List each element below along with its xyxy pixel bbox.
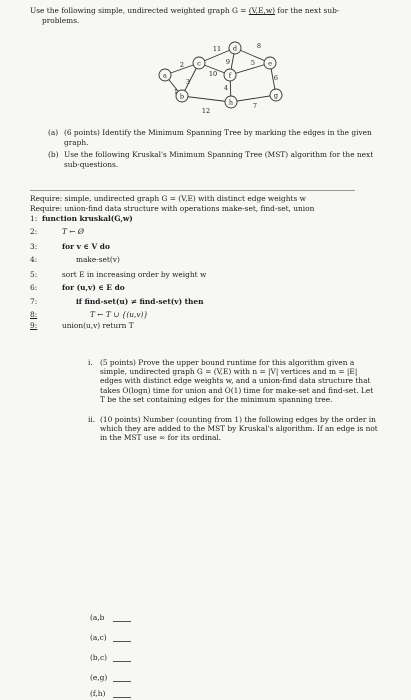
edge-answer-blank-ac[interactable] [113,641,131,642]
node-label-f: f [228,71,232,80]
algorithm-line-9: union(u,v) return T [62,321,134,330]
node-label-g: g [273,91,279,100]
node-label-c: c [197,59,201,68]
weight-f-h: 4 [223,84,229,92]
line-number-7: 7: [30,297,38,306]
edge-answer-blank-ab[interactable] [113,621,131,622]
question-b-label: (b) [48,150,59,159]
algorithm-line-1: function kruskal(G,w) [42,214,133,223]
weight-a-b: 1 [173,88,179,96]
edge-answer-blank-bc[interactable] [113,661,131,662]
node-label-a: a [163,71,167,80]
algorithm-line-5: sort E in increasing order by weight w [62,270,207,279]
line-number-2: 2: [30,227,38,236]
question-b-text-cont: sub-questions. [64,160,119,169]
weight-h-g: 7 [252,102,258,110]
question-a-text: (6 points) Identify the Minimum Spanning Tree by marking the edges in the given [64,128,372,137]
intro-text: Use the following simple, undirected weighted graph G = [30,6,249,15]
algorithm-require-1: Require: simple, undirected graph G = (V,E) with distinct edge weights w [30,194,306,203]
subquestion-i-text: (5 points) Prove the upper bound runtime for this algorithm given a simple, undirected graph G = (V,E) with n = |V| vertices and m = |E| edges with distinct edge weights w, and a union-find data structure that takes O(logn) time for union and O(1) time for make-set and find-set. Let T be the set containing edges for the minimum spanning tree. [100,358,374,404]
line-number-1: 1: [30,214,38,223]
algorithm-line-7: if find-set(u) ≠ find-set(v) then [76,297,204,306]
question-a-label: (a) [48,128,59,137]
weight-b-h: 12 [201,107,211,115]
weight-c-f: 10 [208,70,218,78]
node-label-d: d [232,44,238,53]
subquestion-ii-text: (10 points) Number (counting from 1) the following edges by the order in which they are added to the MST by Kruskal's algorithm. If an edge is not in the MST use ∞ for its ordinal. [100,415,378,443]
line-number-6: 6: [30,283,38,292]
subquestion-ii-label: ii. [88,415,96,424]
algorithm-line-2: T ← Ø [62,227,84,236]
intro-text-cont: for the next sub- [275,6,340,15]
edge-answer-label-eg: (e,g) [90,673,108,682]
node-label-b: b [179,92,185,101]
line-number-3: 3: [30,242,38,251]
weight-f-e: 5 [250,59,256,67]
edge-answer-blank-fh[interactable] [113,697,131,698]
weight-d-f: 9 [225,58,231,66]
edge-answer-blank-eg[interactable] [113,681,131,682]
weight-d-e: 8 [256,42,262,50]
algorithm-line-3: for v ∈ V do [62,242,110,251]
question-a-text-cont: graph. [64,138,89,147]
edge-answer-label-ab: (a,b [90,613,105,622]
weight-e-g: 6 [273,74,279,82]
intro-text-end: problems. [42,16,80,25]
edge-answer-label-bc: (b,c) [90,653,107,662]
edge-b-h [182,96,231,102]
line-number-8: 8: [30,310,38,319]
algorithm-line-8: T ← T ∪ {(u,v)} [90,310,149,319]
weight-b-c: 3 [185,78,191,86]
line-number-5: 5: [30,270,38,279]
line-number-9: 9: [30,321,38,330]
algorithm-line-6: for (u,v) ∈ E do [62,283,125,292]
algorithm-require-2: Require: union-find data structure with operations make-set, find-set, union [30,204,315,213]
question-b-text: Use the following Kruskal's Minimum Spanning Tree (MST) algorithm for the next [64,150,374,159]
algorithm-line-4: make-set(v) [76,255,120,264]
weighted-graph [0,0,411,130]
edge-answer-label-ac: (a,c) [90,633,107,642]
edge-answer-label-fh: (f,h) [90,689,106,698]
weight-c-d: 11 [212,45,222,53]
subquestion-i-label: i. [88,358,93,367]
node-label-h: h [228,98,234,107]
algorithm-top-rule [30,190,355,191]
edge-h-g [231,95,276,102]
graph-definition: (V,E,w) [248,6,276,15]
line-number-4: 4: [30,255,38,264]
weight-a-c: 2 [179,61,185,69]
node-label-e: e [268,59,272,68]
